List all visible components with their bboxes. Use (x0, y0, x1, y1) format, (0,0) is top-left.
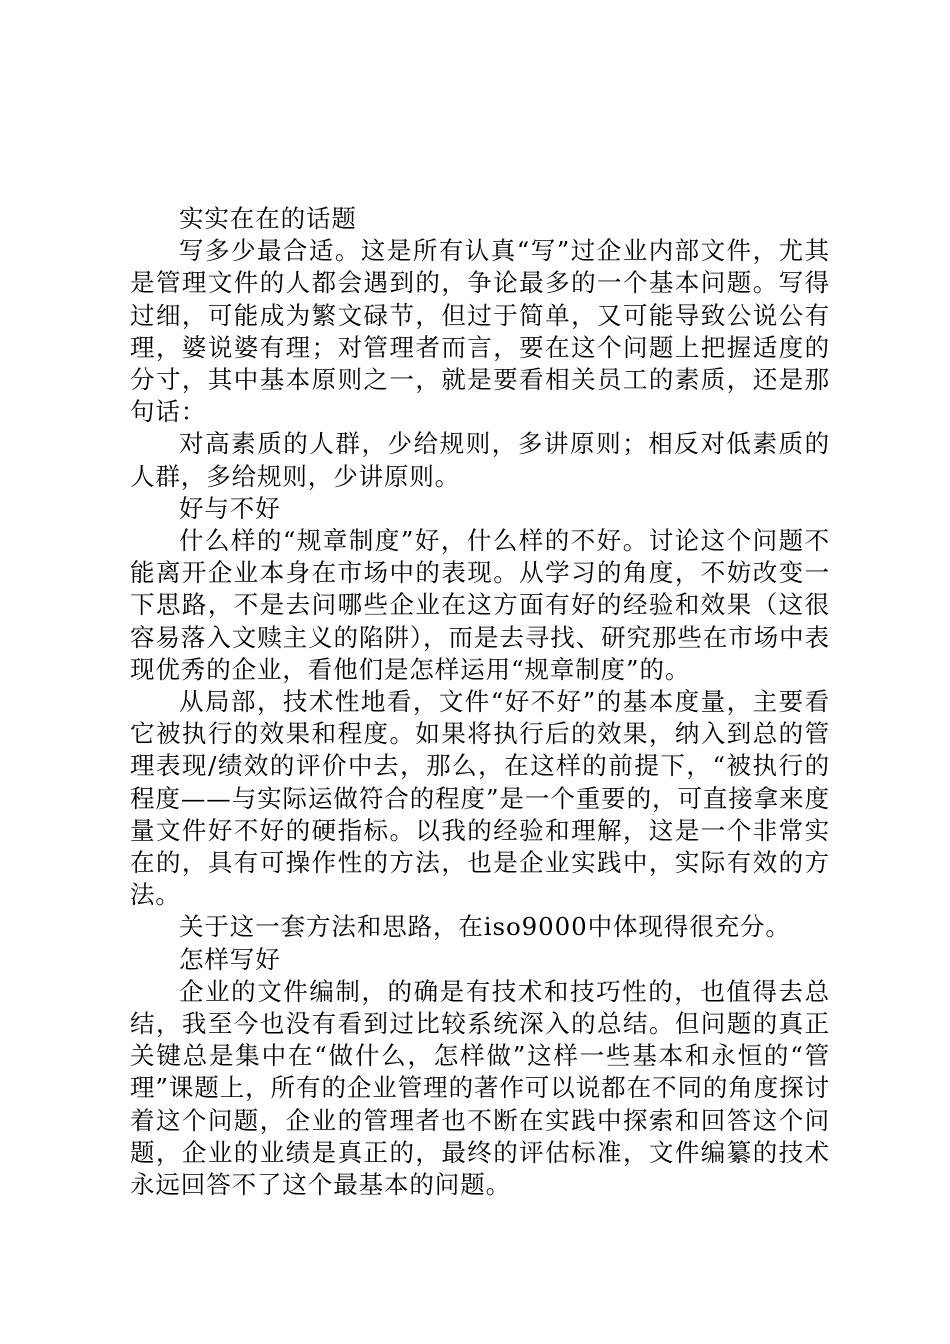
document-body (130, 203, 830, 1201)
paragraph: 从局部，技术性地看，文件“好不好”的基本度量，主要看它被执行的效果和程度。如果将执行后的效果，纳入到总的管理表现/绩效的评价中去，那么，在这样的前提下，“被执行的程度——与实际运做符合的程度”是一个重要的，可直接拿来度量文件好不好的硬指标。以我的经验和理解，这是一个非常实在的，具有可操作性的方法，也是企业实践中，实际有效的方法。 (130, 687, 830, 910)
section-how-to-write (130, 944, 830, 1202)
section-heading: 怎样写好 (179, 944, 281, 974)
section-heading: 好与不好 (179, 493, 281, 523)
paragraph: 对高素质的人群，少给规则，多讲原则；相反对低素质的人群，多给规则，少讲原则。 (130, 429, 830, 491)
paragraph: 企业的文件编制，的确是有技术和技巧性的，也值得去总结，我至今也没有看到过比较系统深入的总结。但问题的真正关键总是集中在“做什么，怎样做”这样一些基本和永恒的“管理”课题上，所有的企业管理的著作可以说都在不同的角度探讨着这个问题，企业的管理者也不断在实践中探索和回答这个问题，企业的业绩是真正的，最终的评估标准，文件编纂的技术永远回答不了这个最基本的问题。 (130, 976, 830, 1200)
section-good-or-bad (130, 493, 830, 944)
paragraph: 写多少最合适。这是所有认真“写”过企业内部文件，尤其是管理文件的人都会遇到的，争论最多的一个基本问题。写得过细，可能成为繁文碌节，但过于简单，又可能导致公说公有理，婆说婆有理；对管理者而言，要在这个问题上把握适度的分寸，其中基本原则之一，就是要看相关员工的素质，还是那句话： (130, 236, 830, 427)
paragraph: 关于这一套方法和思路，在iso9000中体现得很充分。 (179, 912, 791, 942)
section-topic (130, 203, 830, 493)
paragraph: 什么样的“规章制度”好，什么样的不好。讨论这个问题不能离开企业本身在市场中的表现。从学习的角度，不妨改变一下思路，不是去问哪些企业在这方面有好的经验和效果（这很容易落入文赎主义的陷阱），而是去寻找、研究那些在市场中表现优秀的企业，看他们是怎样运用“规章制度”的。 (130, 526, 830, 684)
section-heading: 实实在在的话题 (179, 204, 357, 233)
